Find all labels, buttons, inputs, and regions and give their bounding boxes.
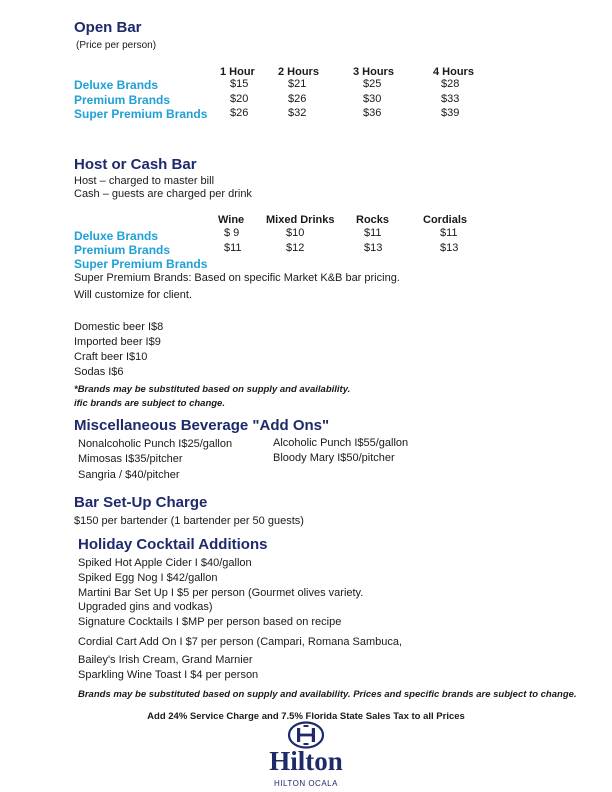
open-super-3h: $36	[363, 107, 382, 119]
host-line: Host – charged to master bill	[74, 175, 215, 187]
open-bar-subtitle: (Price per person)	[76, 40, 157, 51]
super-premium-note: Super Premium Brands: Based on specific Market K&B bar pricing.	[74, 272, 400, 284]
misc-mimosas: Mimosas I$35/pitcher	[78, 453, 183, 465]
setup-line: $150 per bartender (1 bartender per 50 guests)	[74, 515, 304, 527]
host-premium-cordials: $13	[440, 242, 459, 254]
hilton-emblem-icon	[286, 721, 326, 749]
col-1-hour: 1 Hour	[220, 66, 255, 78]
host-deluxe-wine: $ 9	[224, 227, 240, 239]
open-bar-title: Open Bar	[74, 19, 142, 36]
open-premium-3h: $30	[363, 93, 382, 105]
host-deluxe-rocks: $11	[364, 227, 382, 239]
host-premium-wine: $11	[224, 242, 242, 254]
col-wine: Wine	[218, 214, 245, 226]
host-deluxe-label: Deluxe Brands	[74, 229, 159, 243]
host-premium-mixed: $12	[286, 242, 305, 254]
col-3-hours: 3 Hours	[353, 66, 394, 78]
host-disclaimer-2: ific brands are subject to change.	[74, 398, 225, 409]
host-premium-label: Premium Brands	[74, 243, 171, 257]
misc-nonalc-punch: Nonalcoholic Punch I$25/gallon	[78, 438, 233, 450]
open-super-2h: $32	[288, 107, 307, 119]
holiday-item: Spiked Hot Apple Cider I $40/gallon	[78, 557, 252, 569]
host-deluxe-mixed: $10	[286, 227, 305, 239]
col-rocks: Rocks	[356, 214, 390, 226]
misc-bloody-mary: Bloody Mary I$50/pitcher	[273, 452, 395, 464]
open-super-4h: $39	[441, 107, 460, 119]
open-super-label: Super Premium Brands	[74, 107, 208, 121]
col-mixed-drinks: Mixed Drinks	[266, 214, 335, 226]
holiday-item: Signature Cocktails I $MP per person based on recipe	[78, 616, 342, 628]
open-deluxe-2h: $21	[288, 78, 307, 90]
host-premium-rocks: $13	[364, 242, 383, 254]
holiday-item: Sparkling Wine Toast I $4 per person	[78, 669, 259, 681]
misc-title: Miscellaneous Beverage "Add Ons"	[74, 417, 330, 434]
service-charge-note: Add 24% Service Charge and 7.5% Florida State Sales Tax to all Prices	[147, 711, 465, 722]
open-deluxe-label: Deluxe Brands	[74, 78, 159, 92]
holiday-title: Holiday Cocktail Additions	[78, 536, 268, 553]
cash-line: Cash – guests are charged per drink	[74, 188, 252, 200]
holiday-item: Upgraded gins and vodkas)	[78, 601, 213, 613]
open-premium-2h: $26	[288, 93, 307, 105]
open-premium-label: Premium Brands	[74, 93, 171, 107]
hilton-logo: Hilton	[269, 746, 343, 776]
holiday-item: Spiked Egg Nog I $42/gallon	[78, 572, 218, 584]
host-super-label: Super Premium Brands	[74, 257, 208, 271]
customize-note: Will customize for client.	[74, 289, 192, 301]
misc-sangria: Sangria / $40/pitcher	[78, 469, 180, 481]
holiday-disclaimer: Brands may be substituted based on supply and availability. Prices and specific brands are subject to change.	[78, 689, 577, 700]
setup-title: Bar Set-Up Charge	[74, 494, 208, 511]
beer-craft: Craft beer I$10	[74, 351, 148, 363]
holiday-item: Cordial Cart Add On I $7 per person (Campari, Romana Sambuca,	[78, 636, 403, 648]
open-super-1h: $26	[230, 107, 249, 119]
col-4-hours: 4 Hours	[433, 66, 474, 78]
hilton-location: HILTON OCALA	[274, 779, 338, 788]
host-deluxe-cordials: $11	[440, 227, 458, 239]
open-premium-1h: $20	[230, 93, 249, 105]
sodas: Sodas I$6	[74, 366, 124, 378]
holiday-item: Martini Bar Set Up I $5 per person (Gourmet olives variety.	[78, 587, 364, 599]
holiday-item: Bailey's Irish Cream, Grand Marnier	[78, 654, 253, 666]
open-deluxe-4h: $28	[441, 78, 460, 90]
open-deluxe-3h: $25	[363, 78, 382, 90]
beer-imported: Imported beer I$9	[74, 336, 161, 348]
col-2-hours: 2 Hours	[278, 66, 319, 78]
host-disclaimer-1: *Brands may be substituted based on supply and availability.	[74, 384, 351, 395]
host-cash-title: Host or Cash Bar	[74, 156, 197, 173]
open-deluxe-1h: $15	[230, 78, 249, 90]
open-premium-4h: $33	[441, 93, 460, 105]
beer-domestic: Domestic beer I$8	[74, 321, 164, 333]
col-cordials: Cordials	[423, 214, 468, 226]
misc-alc-punch: Alcoholic Punch I$55/gallon	[273, 437, 409, 449]
